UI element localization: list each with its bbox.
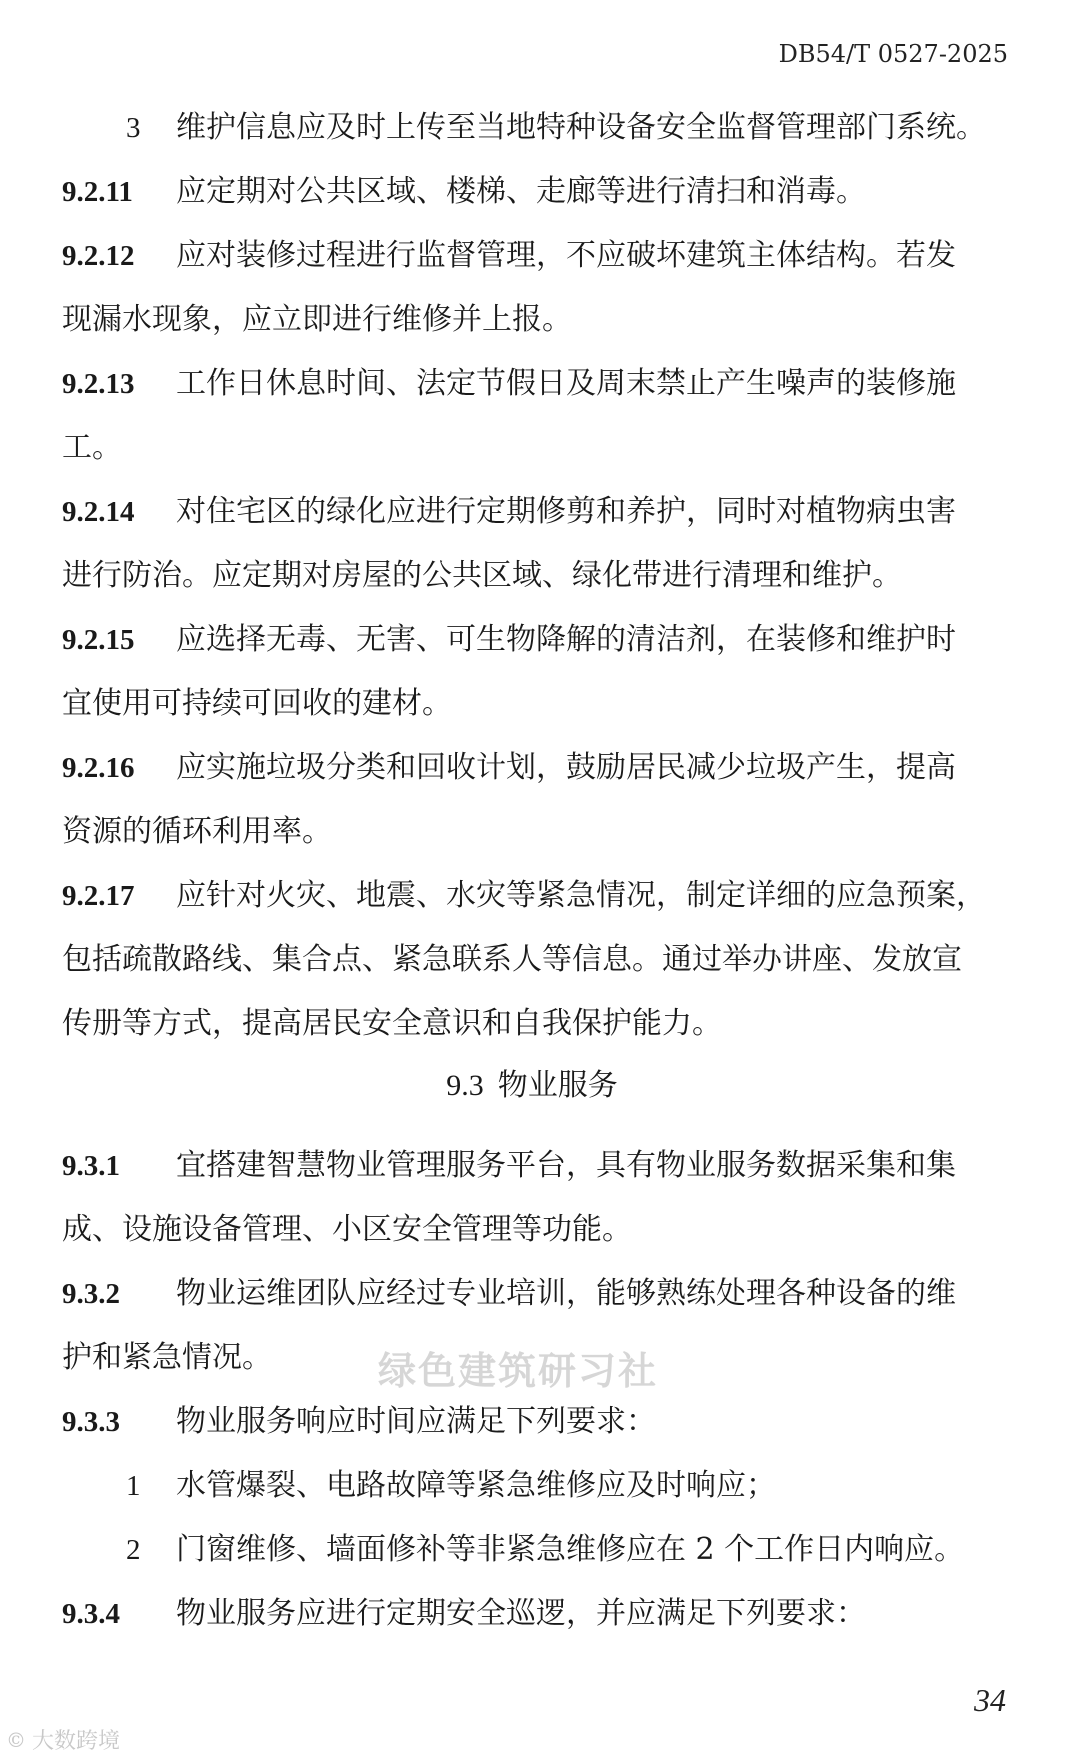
paragraph-line — [62, 160, 1022, 224]
clause-number: 9.3.4 — [62, 1598, 120, 1630]
paragraph-text: 资源的循环利用率。 — [62, 814, 332, 849]
paragraph-text: 宜使用可持续可回收的建材。 — [62, 686, 452, 721]
clause-number: 9.3.1 — [62, 1150, 120, 1182]
copyright-icon: © — [6, 1727, 26, 1752]
paragraph-text: 包括疏散路线、集合点、紧急联系人等信息。通过举办讲座、发放宣 — [62, 942, 962, 977]
paragraph-text: 门窗维修、墙面修补等非紧急维修应在 2 个工作日内响应。 — [176, 1532, 965, 1567]
list-item-number: 1 — [126, 1470, 141, 1502]
clause-number: 9.2.17 — [62, 880, 135, 912]
paragraph-text: 进行防治。应定期对房屋的公共区域、绿化带进行清理和维护。 — [62, 558, 902, 593]
clause-number: 9.3.3 — [62, 1406, 120, 1438]
paragraph-text: 应定期对公共区域、楼梯、走廊等进行清扫和消毒。 — [176, 174, 866, 209]
paragraph-text: 工作日休息时间、法定节假日及周末禁止产生噪声的装修施 — [176, 366, 956, 401]
paragraph-text: 工。 — [62, 430, 122, 465]
clause-number: 9.3.2 — [62, 1278, 120, 1310]
paragraph-line — [62, 416, 1022, 480]
paragraph-text: 现漏水现象，应立即进行维修并上报。 — [62, 302, 572, 337]
paragraph-line — [62, 1454, 1022, 1518]
paragraph-text: 宜搭建智慧物业管理服务平台，具有物业服务数据采集和集 — [176, 1148, 956, 1183]
paragraph-line — [62, 800, 1022, 864]
list-item-number: 2 — [126, 1534, 141, 1566]
paragraph-text: 物业服务应进行定期安全巡逻，并应满足下列要求： — [176, 1596, 866, 1631]
clause-number: 9.2.13 — [62, 368, 135, 400]
document-body — [62, 96, 1022, 1646]
paragraph-line — [62, 544, 1022, 608]
paragraph-line — [62, 1518, 1022, 1582]
paragraph-text: 水管爆裂、电路故障等紧急维修应及时响应； — [176, 1468, 776, 1503]
paragraph-line — [62, 1582, 1022, 1646]
paragraph-text: 应选择无毒、无害、可生物降解的清洁剂，在装修和维护时 — [176, 622, 956, 657]
paragraph-line — [62, 288, 1022, 352]
paragraph-line — [62, 1262, 1022, 1326]
paragraph-line — [62, 864, 1022, 928]
paragraph-line — [62, 1134, 1022, 1198]
clause-number: 9.2.11 — [62, 176, 133, 208]
paragraph-line — [62, 1198, 1022, 1262]
clause-number: 9.2.14 — [62, 496, 135, 528]
section-number: 9.3 — [446, 1069, 484, 1102]
paragraph-text: 应实施垃圾分类和回收计划，鼓励居民减少垃圾产生，提高 — [176, 750, 956, 785]
paragraph-text: 应针对火灾、地震、水灾等紧急情况，制定详细的应急预案， — [176, 878, 986, 913]
clause-number: 9.2.16 — [62, 752, 135, 784]
paragraph-text: 物业运维团队应经过专业培训，能够熟练处理各种设备的维 — [176, 1276, 956, 1311]
clause-number: 9.2.12 — [62, 240, 135, 272]
paragraph-line — [62, 96, 1022, 160]
paragraph-text: 成、设施设备管理、小区安全管理等功能。 — [62, 1212, 632, 1247]
clause-number: 9.2.15 — [62, 624, 135, 656]
paragraph-line — [62, 1390, 1022, 1454]
list-item-number: 3 — [126, 112, 141, 144]
corner-logo — [6, 1724, 120, 1755]
paragraph-text: 护和紧急情况。 — [62, 1340, 272, 1375]
paragraph-line — [62, 672, 1022, 736]
paragraph-text: 对住宅区的绿化应进行定期修剪和养护，同时对植物病虫害 — [176, 494, 956, 529]
page-number: 34 — [974, 1682, 1006, 1718]
paragraph-text: 维护信息应及时上传至当地特种设备安全监督管理部门系统。 — [176, 110, 986, 145]
watermark: 绿色建筑研习社 — [378, 1348, 659, 1393]
section-title: 物业服务 — [497, 1068, 618, 1103]
paragraph-text: 传册等方式，提高居民安全意识和自我保护能力。 — [62, 1006, 722, 1041]
corner-logo-text: 大数跨境 — [32, 1729, 121, 1754]
paragraph-line — [62, 992, 1022, 1056]
section-9-2-content — [62, 96, 1022, 1056]
document-code: DB54/T 0527-2025 — [778, 40, 1008, 68]
paragraph-line — [62, 352, 1022, 416]
paragraph-line — [62, 224, 1022, 288]
paragraph-line — [62, 736, 1022, 800]
section-heading — [62, 1056, 1022, 1134]
paragraph-line — [62, 480, 1022, 544]
paragraph-text: 应对装修过程进行监督管理，不应破坏建筑主体结构。若发 — [176, 238, 956, 273]
paragraph-line — [62, 928, 1022, 992]
paragraph-line — [62, 608, 1022, 672]
paragraph-text: 物业服务响应时间应满足下列要求： — [176, 1404, 656, 1439]
